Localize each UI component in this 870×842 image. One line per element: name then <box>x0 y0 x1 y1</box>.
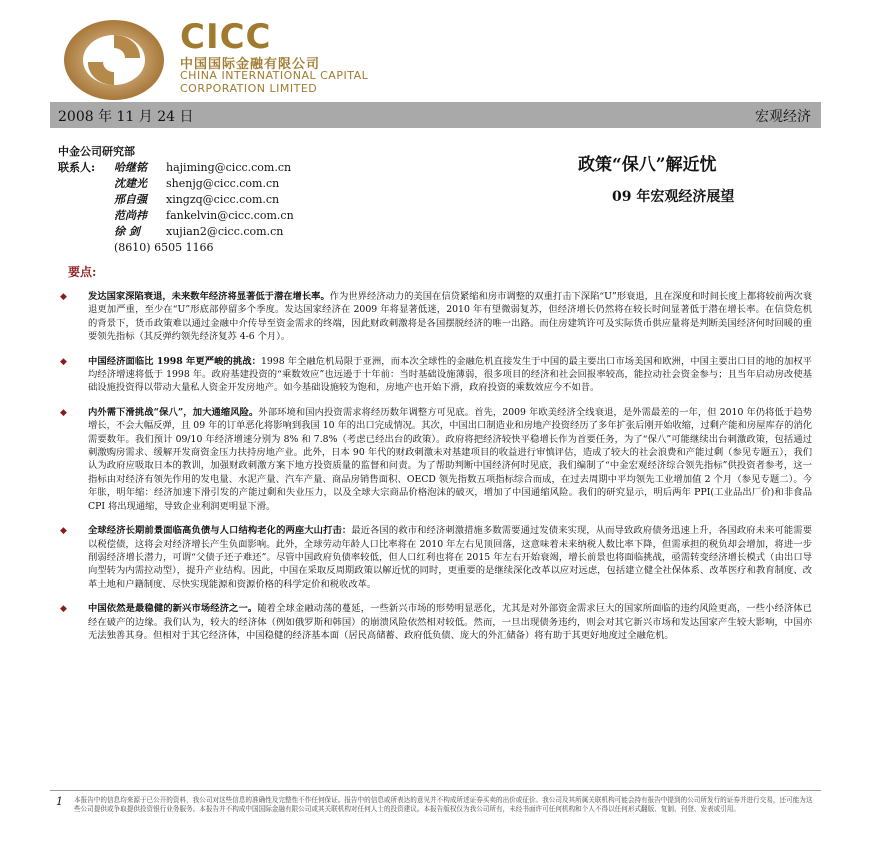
contact-row <box>58 176 294 192</box>
footer-divider <box>50 790 821 791</box>
contact-name: 邢自强 <box>114 193 147 206</box>
contact-row <box>58 208 294 224</box>
keypoint-lead: 中国经济面临比 1998 年更严峻的挑战： <box>88 355 261 367</box>
contact-email[interactable]: hajiming@cicc.com.cn <box>166 161 292 174</box>
report-subtitle: 09 年宏观经济展望 <box>612 189 735 205</box>
keypoint-paragraph <box>60 355 812 395</box>
cicc-logo-icon <box>62 18 166 102</box>
contact-name: 徐 剑 <box>114 225 140 238</box>
keypoint-paragraph <box>60 524 812 591</box>
keypoint-text: 作为世界经济动力的美国在信贷紧缩和房市调整的双重打击下深陷“U”形衰退，且在深度和时间长度上都将较前两次衰退更加严重，至少在“U”形底部停留多个季度。发达国家经济在 2009 年将显著低迷，2010 年有望微弱复苏，但经济增长仍然将在较长时间显著低于潜在增长率。在信贷危机的背景下，货币政策难以通过金融中介传导至资金需求的终端，因此财政刺激将是各国摆脱经济的唯一出路。而住房建筑许可及实际货币供应量将是判断美国经济何时回暖的重要领先指标（其反弹约领先经济复苏 4-6 个月）。 <box>88 291 812 343</box>
header-band <box>50 102 821 128</box>
contacts-block <box>58 144 294 256</box>
contact-phone: (8610) 6505 1166 <box>114 241 214 254</box>
diamond-bullet-icon: ◆ <box>60 407 67 418</box>
keypoint-lead: 全球经济长期前景面临高负债与人口结构老化的两座大山打击： <box>88 525 352 537</box>
keypoint-text: 1998 年全融危机局限于亚洲，而本次全球性的金融危机直接发生于中国的最主要出口市场美国和欧洲，中国主要出口目的地的加权平均经济增速将低于 1998 年。政府基建投资的“乘数效应”也远逊于十年前：当时基础设施薄弱，很多项目的经济和社会回报率较高，能拉动社会资金参与；且当年启动房改使基础设施投资得以带动大量私人资金开发房地产。如今基础设施较为饱和，房地产也开始下滑，政府投资的乘数效应今不如昔。 <box>88 355 812 394</box>
contact-email[interactable]: shenjg@cicc.com.cn <box>166 177 280 190</box>
keypoint-paragraph <box>60 406 812 513</box>
keypoint-text: 随着全球金融动荡的蔓延，一些新兴市场的形势明显恶化，尤其是对外部资金需求巨大的国家所面临的违约风险更高，一些小经济体已经在破产的边缘。我们认为，较大的经济体（例如俄罗斯和韩国）的崩溃风险依然相对较低。然而，一旦出现债务违约，则会对其它新兴市场和发达国家产生较大影响，中国亦无法独善其身。但相对于其它经济体，中国稳健的经济基本面（居民高储蓄、政府低负债、庞大的外汇储备）将有助于其更好地度过全融危机。 <box>88 603 812 641</box>
company-name-en <box>180 69 368 95</box>
contact-name: 沈建光 <box>114 177 147 190</box>
page-number: 1 <box>56 795 63 808</box>
contact-email[interactable]: xingzq@cicc.com.cn <box>166 193 280 206</box>
company-name-cn: 中国国际金融有限公司 <box>180 57 321 72</box>
contact-row <box>58 224 294 240</box>
institute-name: 中金公司研究部 <box>58 145 135 158</box>
report-section: 宏观经济 <box>755 109 811 125</box>
keypoint-text: 最近各国的救市和经济刺激措施多数需要通过发债来实现，从而导致政府债务迅速上升，各国政府未来可能需要以税偿债，这将会对经济增长产生负面影响。此外，全球劳动年龄人口比率将在 2010 年左右见顶回落，这意味着未来纳税人数比率下降，但需承担的税负却会增加，将进一步削弱经济增长潜力，可谓“父债子还子难还”。尽管中国政府负债率较低，但人口红利也将在 2015 年左右开始衰竭，增长前景也将面临挑战，亟需转变经济增长模式（由出口导向型转为内需拉动型），提升产业结构。因此，中国在采取反周期政策以解近忧的同时，更重要的是继续深化改革以应对远虑，包括建立健全社保体系、改革医疗和教育制度、改革土地和户籍制度、尽快实现能源和资源价格的科学定价和税收改革。 <box>88 525 812 590</box>
institute-row <box>58 144 294 160</box>
keypoint-paragraph <box>60 602 812 642</box>
keypoint-text: 外部环境和国内投资需求将经历数年调整方可见底。首先，2009 年欧美经济全线衰退，是外需最差的一年，但 2010 年仍将低于趋势增长，不会大幅反弹，且 09 年的订单恶化将影响到我国 10 年的出口完成情况。其次，中国出口制造业和房地产投资经历了多年扩张后刚开始收缩，过剩产能和房屋库存的消化需要数年。我们预计 09/10 年经济增速分别为 8% 和 7.8%（考虑已经出台的政策）。政府将把经济较快平稳增长作为首要任务，为了“保八”可能继续出台刺激政策，包括通过刺激购房需求、缓解开发商资金压力扶持房地产业。此外，日本 90 年代的财政刺激未对基建项目的收益进行审慎评估，造成了较大的社会浪费和产能过剩（参见专题五），我们认为政府应吸取日本的教训，加强财政刺激方案下地方投资质量的监督和问责。为了帮助判断中国经济何时见底，我们编制了“中金宏观经济综合领先指标”供投资者参考，这一指标由对经济有领先作用的发电量、水泥产量、汽车产量、商品房销售面积、OECD 领先指数五项指标综合而成，在过去周期中平均领先工业增加值 2 个月（参见专题二）。今年胀，明年缩：经济加速下滑引发的产能过剩和失业压力，以及全球大宗商品价格泡沫的破灭，增加了中国通缩风险。我们的研究显示，明后两年 PPI(工业品出厂价)和非食品 CPI 将出现通缩，导致企业利润更明显下滑。 <box>88 406 812 512</box>
contacts-label: 联系人: <box>58 161 96 174</box>
contact-email[interactable]: xujian2@cicc.com.cn <box>166 225 284 238</box>
contact-name: 哈继铭 <box>114 161 147 174</box>
keypoints-label: 要点: <box>68 265 97 279</box>
keypoint-lead: 发达国家深陷衰退，未来数年经济将显著低于潜在增长率。 <box>88 291 330 302</box>
keypoint-lead: 内外需下滑挑战“保八”，加大通缩风险。 <box>88 406 259 418</box>
company-name-en-line2: CORPORATION LIMITED <box>180 82 318 95</box>
keypoint-paragraph <box>60 290 812 344</box>
logo-wordmark: CICC <box>180 17 272 57</box>
diamond-bullet-icon: ◆ <box>60 604 67 615</box>
contact-email[interactable]: fankelvin@cicc.com.cn <box>166 209 294 222</box>
report-title: 政策“保八”解近忧 <box>578 155 717 175</box>
keypoint-lead: 中国依然是最稳健的新兴市场经济之一。 <box>88 603 258 615</box>
contact-row <box>58 192 294 208</box>
diamond-bullet-icon: ◆ <box>60 356 67 367</box>
diamond-bullet-icon: ◆ <box>60 526 67 537</box>
diamond-bullet-icon: ◆ <box>60 292 67 302</box>
disclaimer: 本报告中的信息均来源于已公开的资料，我公司对这些信息的准确性及完整性不作任何保证。报告中的信息或所表达的意见并不构成所述证券买卖的出价或征价。我公司及其所属关联机构可能会持有报告中提到的公司所发行的证券并进行交易，还可能为这些公司提供或争取提供投资银行业务服务。本报告并不构成中国国际金融有限公司或其关联机构对任何人士的投资建议。本报告版权仅为我公司所有，未经书面许可任何机构和个人不得以任何形式翻版、复制、刊登、发表或引用。 <box>74 796 813 813</box>
keypoints-body <box>60 290 812 653</box>
report-date: 2008 年 11 月 24 日 <box>58 109 194 125</box>
company-name-en-line1: CHINA INTERNATIONAL CAPITAL <box>180 69 369 82</box>
contact-name: 范尚祎 <box>114 209 147 222</box>
contact-phone-row <box>58 240 294 256</box>
contact-row <box>58 160 294 176</box>
